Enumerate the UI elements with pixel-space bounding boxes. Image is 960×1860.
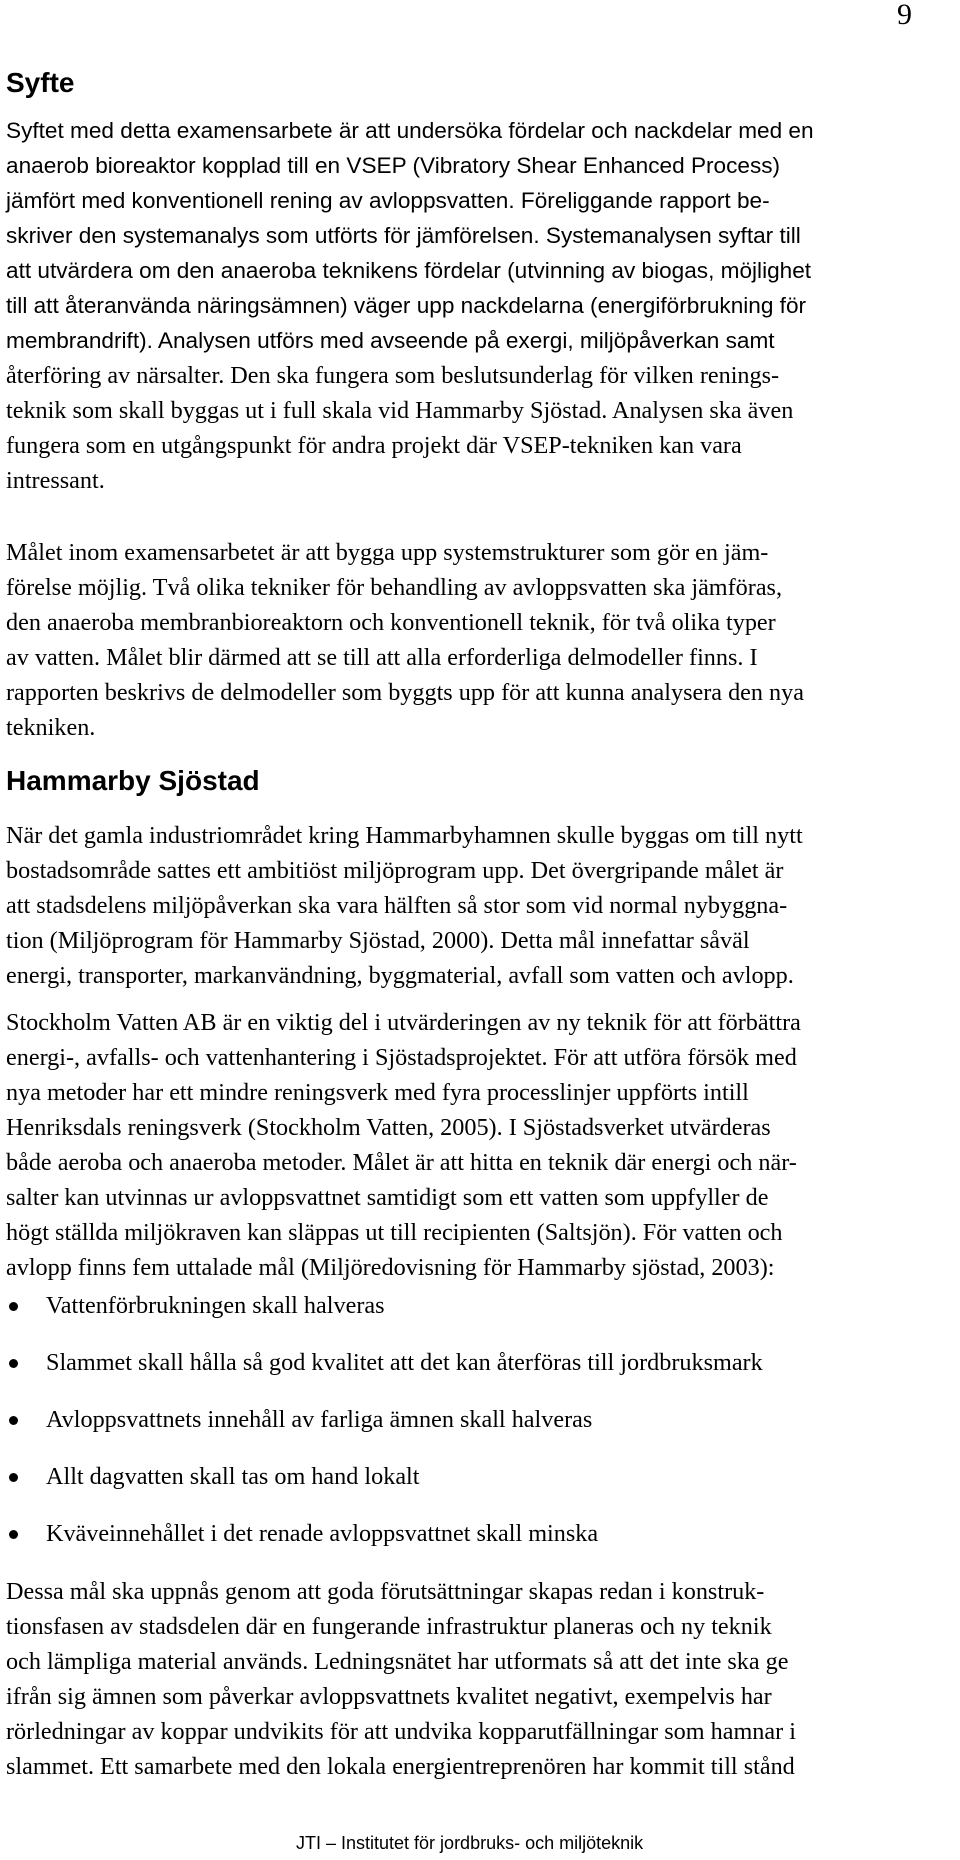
section-heading-syfte: Syfte bbox=[6, 67, 75, 98]
bullet-icon bbox=[9, 1416, 18, 1425]
bullet-icon bbox=[9, 1473, 18, 1482]
paragraph-hammarby-3 bbox=[6, 1574, 956, 1784]
list-item-text: Slammet skall hålla så god kvalitet att det kan återföras till jordbruksmark bbox=[46, 1349, 763, 1376]
paragraph-hammarby-1 bbox=[6, 818, 956, 993]
text-line: teknik som skall byggas ut i full skala vid Hammarby Sjöstad. Analysen ska även bbox=[6, 397, 794, 424]
text-line: den anaeroba membranbioreaktorn och konventionell teknik, för två olika typer bbox=[6, 609, 776, 636]
text-line: nya metoder har ett mindre reningsverk med fyra processlinjer uppförts intill bbox=[6, 1079, 749, 1106]
text-line: att stadsdelens miljöpåverkan ska vara hälften så stor som vid normal nybyggna- bbox=[6, 892, 788, 919]
text-line: och lämpliga material används. Ledningsnätet har utformats så att det inte ska ge bbox=[6, 1648, 789, 1675]
list-item-text: Kväveinnehållet i det renade avloppsvattnet skall minska bbox=[46, 1520, 599, 1547]
text-line: både aeroba och anaeroba metoder. Målet är att hitta en teknik där energi och när- bbox=[6, 1149, 797, 1176]
text-line: återföring av närsalter. Den ska fungera som beslutsunderlag för vilken renings- bbox=[6, 362, 780, 389]
text-line: tekniken. bbox=[6, 714, 96, 741]
section-heading-hammarby: Hammarby Sjöstad bbox=[6, 765, 260, 796]
text-line: Syftet med detta examensarbete är att undersöka fördelar och nackdelar med en bbox=[6, 118, 814, 143]
list-item bbox=[0, 1402, 960, 1438]
text-line: högt ställda miljökraven kan släppas ut till recipienten (Saltsjön). För vatten och bbox=[6, 1219, 783, 1246]
list-item bbox=[0, 1459, 960, 1495]
text-line: energi, transporter, markanvändning, byggmaterial, avfall som vatten och avlopp. bbox=[6, 962, 794, 989]
text-line: Dessa mål ska uppnås genom att goda förutsättningar skapas redan i konstruk- bbox=[6, 1578, 765, 1605]
text-line: bostadsområde sattes ett ambitiöst miljöprogram upp. Det övergripande målet är bbox=[6, 857, 784, 884]
text-line: ifrån sig ämnen som påverkar avloppsvattnets kvalitet negativt, exempelvis har bbox=[6, 1683, 772, 1710]
text-line: anaerob bioreaktor kopplad till en VSEP (Vibratory Shear Enhanced Process) bbox=[6, 153, 781, 178]
text-line: energi-, avfalls- och vattenhantering i Sjöstadsprojektet. För att utföra försök med bbox=[6, 1044, 797, 1071]
text-line: slammet. Ett samarbete med den lokala energientreprenören har kommit till stånd bbox=[6, 1753, 795, 1780]
text-line: Målet inom examensarbetet är att bygga upp systemstrukturer som gör en jäm- bbox=[6, 539, 769, 566]
text-line: jämfört med konventionell rening av avloppsvatten. Föreliggande rapport be- bbox=[6, 188, 770, 213]
text-line: tionsfasen av stadsdelen där en fungerande infrastruktur planeras och ny teknik bbox=[6, 1613, 772, 1640]
text-line: skriver den systemanalys som utförts för jämförelsen. Systemanalysen syftar till bbox=[6, 223, 801, 248]
bullet-icon bbox=[9, 1359, 18, 1368]
text-line: salter kan utvinnas ur avloppsvattnet samtidigt som ett vatten som uppfyller de bbox=[6, 1184, 769, 1211]
bullet-icon bbox=[9, 1530, 18, 1539]
text-line: förelse möjlig. Två olika tekniker för behandling av avloppsvatten ska jämföras, bbox=[6, 574, 783, 601]
text-line: Henriksdals reningsverk (Stockholm Vatten, 2005). I Sjöstadsverket utvärderas bbox=[6, 1114, 771, 1141]
text-line: till att återanvända näringsämnen) väger upp nackdelarna (energiförbrukning för bbox=[6, 293, 807, 318]
list-item-text: Vattenförbrukningen skall halveras bbox=[46, 1292, 385, 1319]
list-item-text: Avloppsvattnets innehåll av farliga ämnen skall halveras bbox=[46, 1406, 593, 1433]
paragraph-syfte-1 bbox=[6, 113, 956, 498]
text-line: av vatten. Målet blir därmed att se till att alla erforderliga delmodeller finns. I bbox=[6, 644, 758, 671]
text-line: När det gamla industriområdet kring Hammarbyhamnen skulle byggas om till nytt bbox=[6, 822, 803, 849]
text-line: intressant. bbox=[6, 467, 105, 494]
list-item bbox=[0, 1288, 960, 1324]
text-line: Stockholm Vatten AB är en viktig del i utvärderingen av ny teknik för att förbättra bbox=[6, 1009, 801, 1036]
paragraph-syfte-2 bbox=[6, 535, 956, 745]
bullet-icon bbox=[9, 1302, 18, 1311]
text-line: tion (Miljöprogram för Hammarby Sjöstad, 2000). Detta mål innefattar såväl bbox=[6, 927, 750, 954]
list-item-text: Allt dagvatten skall tas om hand lokalt bbox=[46, 1463, 420, 1490]
text-line: membrandrift). Analysen utförs med avseende på exergi, miljöpåverkan samt bbox=[6, 328, 775, 353]
text-line: rapporten beskrivs de delmodeller som byggts upp för att kunna analysera den nya bbox=[6, 679, 804, 706]
page-number: 9 bbox=[897, 0, 912, 31]
text-line: rörledningar av koppar undvikits för att undvika kopparutfällningar som hamnar i bbox=[6, 1718, 796, 1745]
text-line: fungera som en utgångspunkt för andra projekt där VSEP-tekniken kan vara bbox=[6, 432, 742, 459]
list-item bbox=[0, 1345, 960, 1381]
text-line: avlopp finns fem uttalade mål (Miljöredovisning för Hammarby sjöstad, 2003): bbox=[6, 1254, 775, 1281]
list-item bbox=[0, 1516, 960, 1552]
text-line: att utvärdera om den anaeroba teknikens fördelar (utvinning av biogas, möjlighet bbox=[6, 258, 812, 283]
page-footer: JTI – Institutet för jordbruks- och miljöteknik bbox=[296, 1833, 644, 1853]
paragraph-hammarby-2 bbox=[6, 1005, 956, 1285]
